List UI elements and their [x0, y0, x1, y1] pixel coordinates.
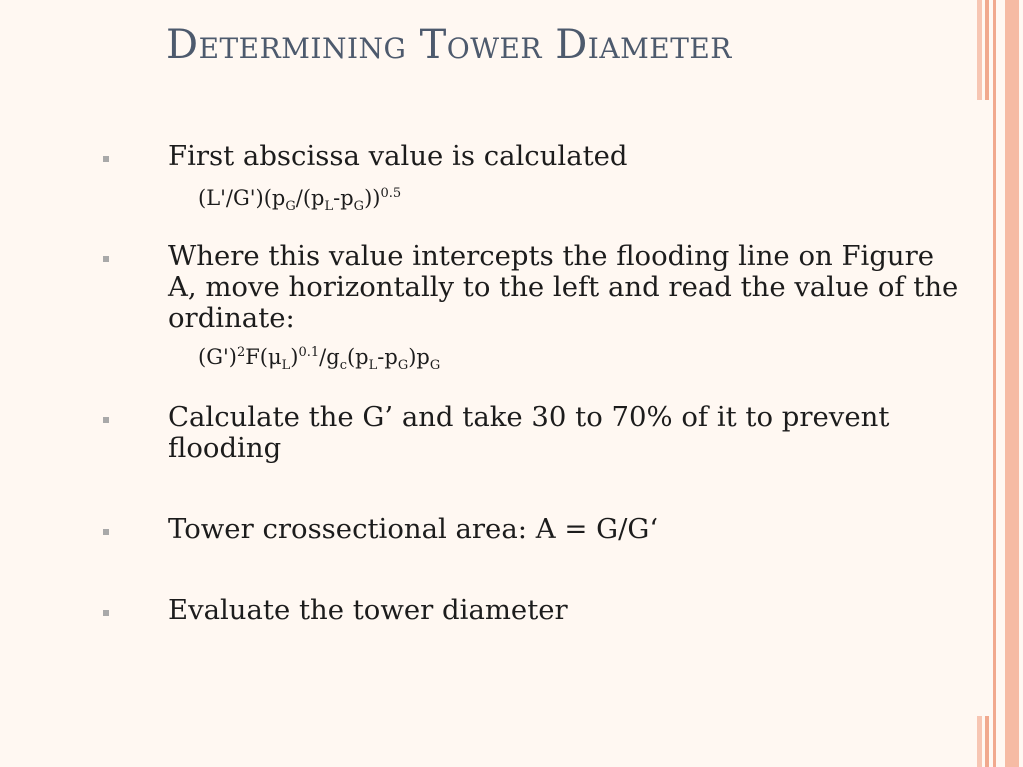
bullet-marker: [103, 529, 109, 535]
decorative-stripe: [985, 0, 989, 100]
slide-title: Determining Tower Diameter: [166, 22, 732, 68]
decorative-stripe: [1005, 0, 1019, 767]
bullet-text: Calculate the G’ and take 30 to 70% of it to prevent flooding: [168, 401, 890, 464]
bullet-text: Evaluate the tower diameter: [168, 594, 568, 626]
bullet-item-calculate: [168, 402, 968, 464]
bullet-text: Tower crossectional area: A = G/G‘: [168, 513, 659, 545]
bullet-item-ordinate: [168, 241, 968, 334]
formula-abscissa: $(L'/G')(p_G/(p_L-p_G))^{0.5}$: [198, 186, 402, 215]
decorative-stripe: [977, 716, 982, 767]
bullet-marker: [103, 156, 109, 162]
decorative-stripe: [977, 0, 982, 100]
formula-ordinate: $(G')^2F(\mu_L)^{0.1}/g_c(p_L-p_G)p_G$: [198, 345, 441, 374]
bullet-marker: [103, 417, 109, 423]
decorative-stripe: [993, 0, 996, 767]
bullet-text: First abscissa value is calculated: [168, 140, 628, 172]
bullet-marker: [103, 610, 109, 616]
bullet-item-diameter: [168, 595, 968, 626]
decorative-stripe: [985, 716, 989, 767]
bullet-item-abscissa: [168, 141, 968, 172]
bullet-marker: [103, 256, 109, 262]
bullet-item-area: [168, 514, 968, 545]
bullet-text: Where this value intercepts the flooding line on Figure A, move horizontally to the left and read the value of the ordinate:: [168, 240, 959, 334]
